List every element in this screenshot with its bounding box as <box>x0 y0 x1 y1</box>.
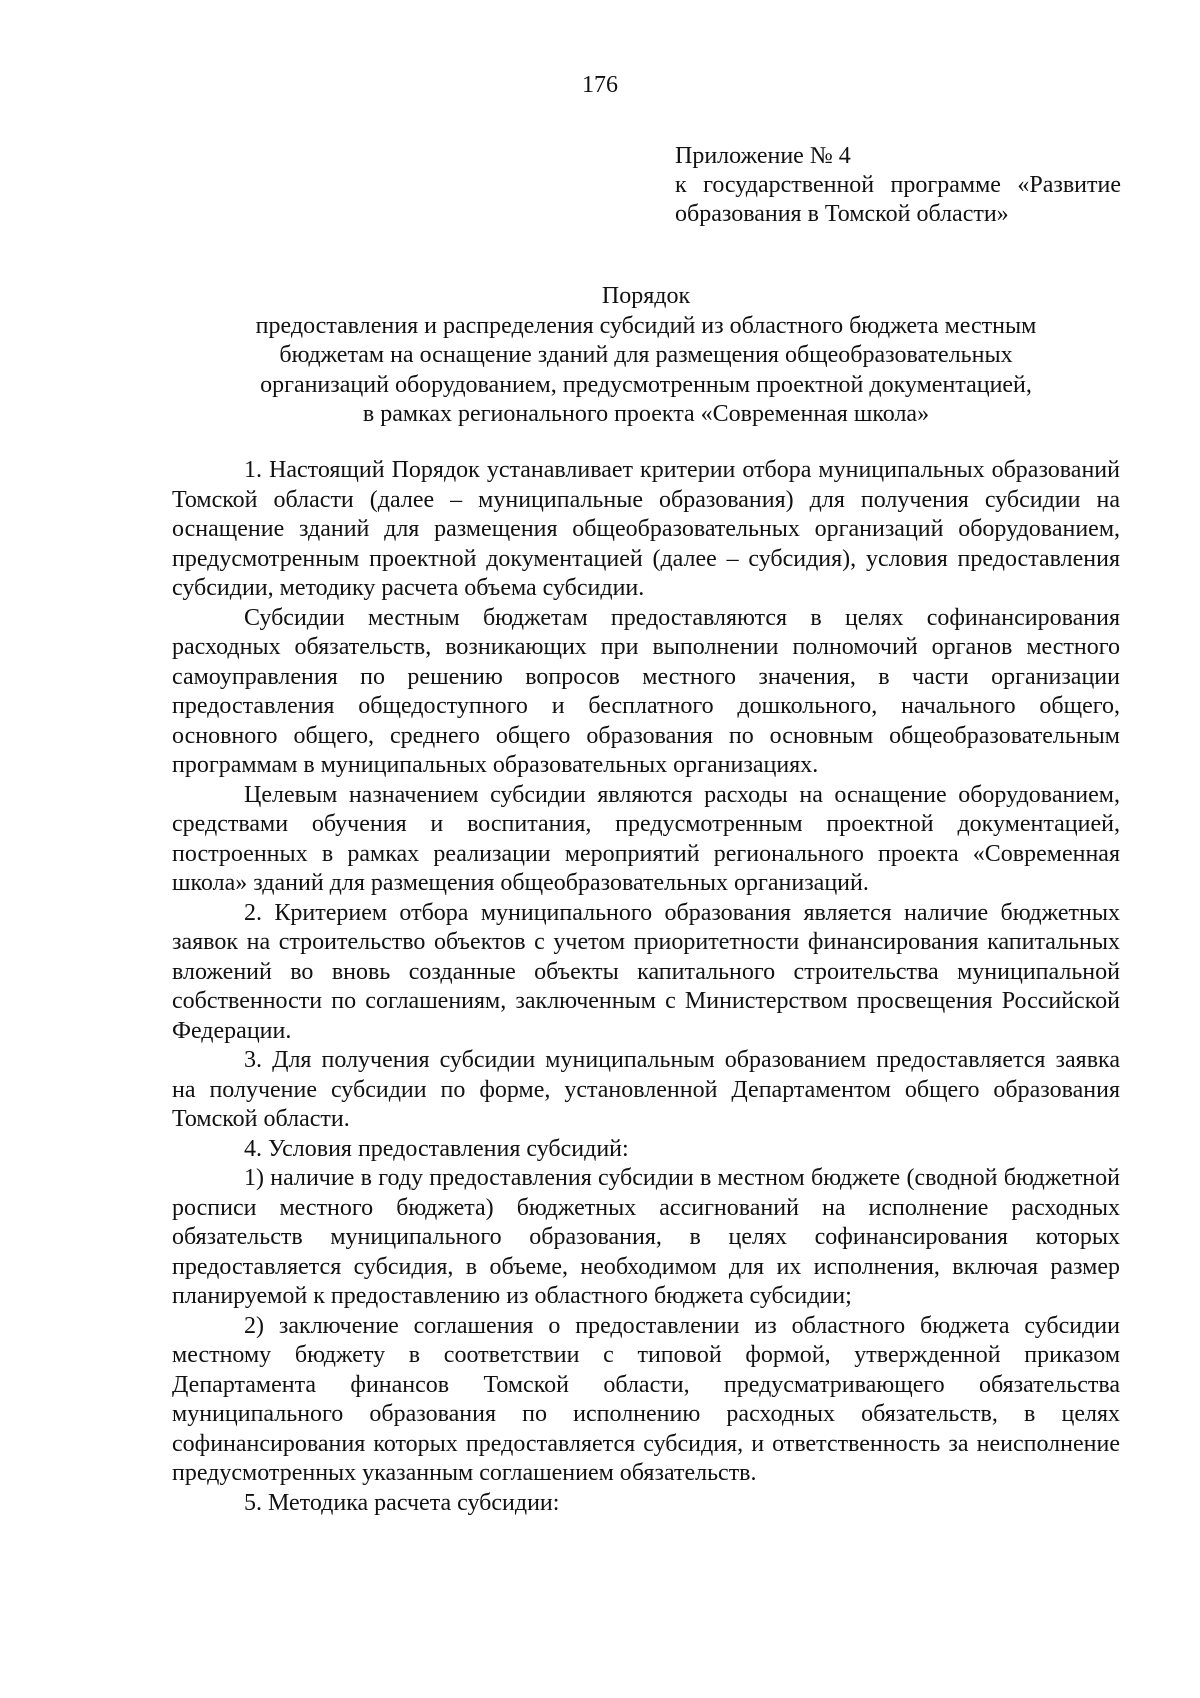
title-line-3: бюджетам на оснащение зданий для размещения общеобразовательных <box>279 342 1013 368</box>
paragraph-6: 4. Условия предоставления субсидий: <box>244 1135 629 1162</box>
title-line-4: организаций оборудованием, предусмотренным проектной документацией, <box>260 371 1032 398</box>
paragraph-3: Целевым назначением субсидии являются расходы на оснащение оборудованием, средствами обучения и воспитания, предусмотренным проектной документацией, построенных в рамках реализации мероприятий регионального проекта «Современная школа» зданий для размещения общеобразовательных организаций. <box>172 781 1120 896</box>
title-line-1: Порядок <box>601 283 691 309</box>
title-line-2: предоставления и распределения субсидий из областного бюджета местным <box>255 312 1037 339</box>
appendix-line-2: к государственной программе «Развитие <box>675 172 1121 198</box>
document-title <box>172 282 1120 430</box>
page-number: 176 <box>582 72 618 98</box>
appendix-line-1: Приложение № 4 <box>675 143 851 169</box>
paragraph-4: 2. Критерием отбора муниципального образования является наличие бюджетных заявок на строительство объектов с учетом приоритетности финансирования капитальных вложений во вновь созданные объекты капитального строительства муниципальной собственности по соглашениям, заключенным с Министерством просвещения Российской Федерации. <box>172 899 1120 1044</box>
paragraph-9: 5. Методика расчета субсидии: <box>244 1489 560 1516</box>
paragraph-5: 3. Для получения субсидии муниципальным образованием предоставляется заявка на получение субсидии по форме, установленной Департаментом общего образования Томской области. <box>172 1047 1120 1132</box>
appendix-reference <box>675 142 1121 229</box>
paragraph-7: 1) наличие в году предоставления субсидии в местном бюджете (сводной бюджетной росписи местного бюджета) бюджетных ассигнований на исполнение расходных обязательств муниципального образования, в целях софинансирования которых предоставляется субсидия, в объеме, необходимом для их исполнения, включая размер планируемой к предоставлению из областного бюджета субсидии; <box>172 1165 1120 1309</box>
paragraph-2: Субсидии местным бюджетам предоставляются в целях софинансирования расходных обязательств, возникающих при выполнении полномочий органов местного самоуправления по решению вопросов местного значения, в части организации предоставления общедоступного и бесплатного дошкольного, начального общего, основного общего, среднего общего образования по основным общеобразовательным программам в муниципальных образовательных организациях. <box>172 604 1120 778</box>
paragraph-1: 1. Настоящий Порядок устанавливает критерии отбора муниципальных образований Томской области (далее – муниципальные образования) для получения субсидии на оснащение зданий для размещения общеобразовательных организаций оборудованием, предусмотренным проектной документацией (далее – субсидия), условия предоставления субсидии, методику расчета объема субсидии. <box>172 457 1120 601</box>
title-line-5: в рамках регионального проекта «Современная школа» <box>362 401 930 427</box>
paragraph-8: 2) заключение соглашения о предоставлении из областного бюджета субсидии местному бюджету в соответствии с типовой формой, утвержденной приказом Департамента финансов Томской области, предусматривающего обязательства муниципального образования по исполнению расходных обязательств, в целях софинансирования которых предоставляется субсидия, и ответственность за неисполнение предусмотренных указанным соглашением обязательств. <box>172 1312 1120 1486</box>
document-body <box>172 456 1120 1518</box>
appendix-line-3: образования в Томской области» <box>675 201 1009 227</box>
